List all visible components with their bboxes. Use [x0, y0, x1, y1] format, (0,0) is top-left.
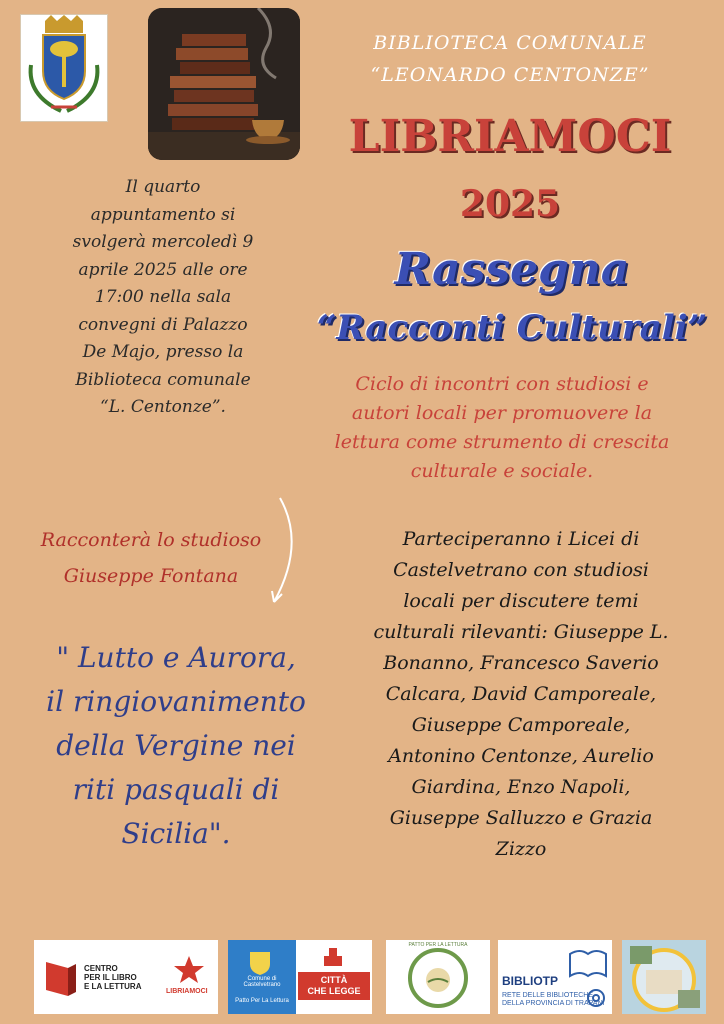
- appointment-line: De Majo, presso la: [82, 342, 244, 362]
- bibliotp-sub: DELLA PROVINCIA DI TRAPANI: [502, 1000, 605, 1007]
- at-sign-icon: [586, 988, 606, 1008]
- appointment-line: 17:00 nella sala: [94, 287, 232, 307]
- comune-label: Comune di Castelvetrano: [243, 976, 281, 988]
- appointment-line: appuntamento si: [90, 204, 236, 225]
- bibliotp-label: BIBLIOTP: [502, 974, 558, 988]
- series-description-line: autori locali per promuovere la: [351, 402, 653, 424]
- rassegna-label: Rassegna: [394, 244, 630, 295]
- books-coffee-image: [148, 8, 300, 160]
- participants-line: Giardina, Enzo Napoli,: [411, 776, 631, 798]
- patto-ring-label: PATTO PER LA LETTURA: [408, 942, 468, 948]
- quote-line: della Vergine nei: [56, 729, 296, 762]
- library-building-collage: [622, 940, 706, 1014]
- speaker-intro: [20, 522, 282, 594]
- curved-arrow-icon: [258, 494, 308, 616]
- citta-line: CITTÀ: [320, 975, 348, 985]
- series-description: [300, 370, 704, 486]
- participants-line: Bonanno, Francesco Saverio: [383, 652, 659, 674]
- participants-line: culturali rilevanti: Giuseppe L.: [373, 621, 669, 643]
- citta-tower-icon: [320, 944, 346, 966]
- participants-line: Parteciperanno i Licei di: [402, 528, 640, 550]
- rassegna-name: “Racconti Culturali”: [316, 308, 708, 348]
- participants-line: Antonino Centonze, Aurelio: [388, 745, 654, 767]
- appointment-line: aprile 2025 alle ore: [78, 259, 248, 280]
- participants-line: Giuseppe Salluzzo e Grazia: [389, 807, 653, 829]
- centro-libro-mark-icon: [42, 958, 80, 998]
- speaker-intro-line: Racconterà lo studioso: [40, 529, 262, 551]
- series-description-line: lettura come strumento di crescita: [334, 431, 670, 453]
- centro-line: E LA LETTURA: [84, 982, 142, 991]
- centro-line: CENTRO: [84, 964, 118, 973]
- quote-line: riti pasquali di: [72, 773, 280, 806]
- series-description-line: Ciclo di incontri con studiosi e: [355, 373, 649, 395]
- appointment-line: convegni di Palazzo: [78, 314, 248, 335]
- patto-label: Patto Per La Lettura: [235, 998, 289, 1004]
- comune-castelvetrano-logo: [228, 940, 372, 1014]
- appointment-line: Il quarto: [125, 177, 201, 197]
- comune-crest-icon: [248, 948, 272, 976]
- lecture-title-quote: [26, 636, 326, 856]
- participants-line: Castelvetrano con studiosi: [393, 559, 649, 581]
- event-title: LIBRIAMOCI: [348, 111, 672, 162]
- appointment-details: [48, 174, 278, 422]
- centro-line: PER IL LIBRO: [84, 973, 137, 982]
- participants-line: Giuseppe Camporeale,: [411, 714, 631, 736]
- patto-lettura-logo: [386, 940, 490, 1014]
- speaker-name: Giuseppe Fontana: [63, 565, 239, 587]
- libriamoci-small-label: LIBRIAMOCI: [166, 988, 208, 995]
- event-year: 2025: [459, 183, 561, 225]
- town-crest-logo: [20, 14, 108, 122]
- quote-line: Sicilia".: [121, 817, 231, 850]
- appointment-line: “L. Centonze”.: [100, 397, 226, 417]
- centro-libro-logo: [34, 940, 218, 1014]
- patto-ring-icon: [406, 946, 470, 1010]
- quote-line: " Lutto e Aurora,: [56, 641, 296, 674]
- series-description-line: culturale e sociale.: [410, 460, 594, 482]
- participants-line: Zizzo: [495, 838, 547, 860]
- library-name-line1: BIBLIOTECA COMUNALE: [373, 32, 647, 54]
- libriamoci-star-icon: [172, 954, 206, 984]
- open-book-icon: [568, 946, 608, 980]
- citta-line: CHE LEGGE: [307, 986, 361, 996]
- bibliotp-sub: RETE DELLE BIBLIOTECHE: [502, 992, 594, 999]
- participants-description: [336, 524, 706, 865]
- appointment-line: svolgerà mercoledì 9: [72, 232, 254, 252]
- participants-line: locali per discutere temi: [403, 590, 639, 612]
- appointment-line: Biblioteca comunale: [75, 369, 251, 390]
- library-name-line2: “LEONARDO CENTONZE”: [370, 64, 650, 86]
- bibliotp-logo: [498, 940, 612, 1014]
- quote-line: il ringiovanimento: [46, 685, 306, 718]
- participants-line: Calcara, David Camporeale,: [385, 683, 657, 705]
